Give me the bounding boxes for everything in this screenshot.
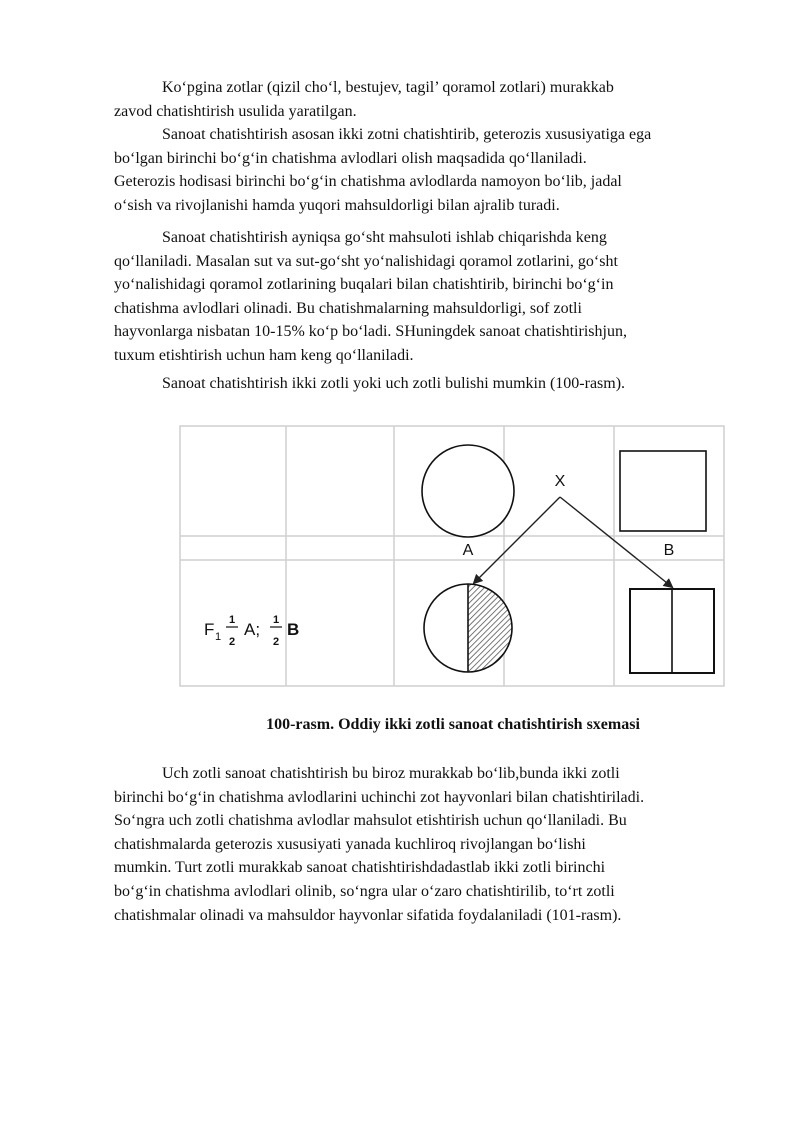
text-line: zavod chatishtirish usulida yaratilgan.	[114, 102, 357, 120]
paragraph-three-four-breed	[114, 762, 746, 927]
text-line: yo‘nalishidagi qoramol zotlarining buqalari bilan chatishtirib, birinchi bo‘g‘in	[114, 276, 614, 294]
text-line: mumkin. Turt zotli murakkab sanoat chatishtirishdadastlab ikki zotli birinchi	[114, 859, 606, 877]
f1-letter: F	[204, 620, 215, 639]
crossing-scheme-diagram	[178, 424, 726, 688]
fraction-numerator: 1	[228, 614, 236, 626]
text-line: o‘sish va rivojlanishi hamda yuqori mahsuldorligi bilan ajralib turadi.	[114, 196, 560, 214]
paragraph-meat-production	[114, 226, 746, 368]
cross-symbol: X	[554, 473, 566, 490]
text-line: So‘ngra uch zotli chatishma avlodlar mahsulot etishtirish uchun qo‘llaniladi. Bu	[114, 812, 627, 830]
text-line: Sanoat chatishtirish asosan ikki zotni chatishtirib, geterozis xususiyatiga ega	[162, 126, 652, 143]
offspring-split-square-icon	[630, 589, 714, 673]
text-line: Sanoat chatishtirish ayniqsa go‘sht mahsuloti ishlab chiqarishda keng	[162, 229, 607, 246]
label-a: A	[462, 542, 474, 559]
text-line: Sanoat chatishtirish ikki zotli yoki uch zotli bulishi mumkin (100-rasm).	[162, 375, 626, 392]
text-line: bo‘lgan birinchi bo‘g‘in chatishma avlodlari olish maqsadida qo‘llaniladi.	[114, 149, 587, 167]
paragraph-industrial-crossing	[114, 123, 746, 217]
paragraph-complex-breeding	[114, 76, 746, 123]
fraction-denominator: 2	[228, 636, 236, 648]
text-line: Geterozis hodisasi birinchi bo‘g‘in chatishma avlodlarda namoyon bo‘lib, jadal	[114, 173, 622, 191]
label-b: B	[663, 542, 675, 559]
crossing-scheme-figure	[178, 424, 726, 688]
text-line: chatishma avlodlari olinadi. Bu chatishmalarning mahsuldorligi, sof zotli	[114, 299, 582, 317]
text-line: Ko‘pgina zotlar (qizil cho‘l, bestujev, tagil’ qoramol zotlari) murakkab	[162, 79, 614, 96]
figure-caption: 100-rasm. Oddiy ikki zotli sanoat chatishtirish sxemasi	[266, 716, 640, 733]
offspring-b-text: B	[287, 620, 300, 639]
fraction-denominator: 2	[272, 636, 280, 648]
offspring-half-hatched-circle-icon	[424, 584, 512, 672]
text-line: hayvonlarga nisbatan 10-15% ko‘p bo‘ladi. SHuningdek sanoat chatishtirishjun,	[114, 323, 627, 341]
offspring-a-text: A;	[244, 620, 261, 639]
f1-formula	[204, 614, 299, 648]
text-line: birinchi bo‘g‘in chatishma avlodlarini uchinchi zot hayvonlari bilan chatishtiriladi.	[114, 788, 645, 806]
parent-a-circle-icon	[422, 445, 514, 537]
f1-subscript: 1	[215, 631, 222, 643]
text-line: tuxum etishtirish uchun ham keng qo‘llaniladi.	[114, 346, 414, 364]
paragraph-two-or-three-breed	[114, 372, 746, 396]
text-line: qo‘llaniladi. Masalan sut va sut-go‘sht yo‘nalishidagi qoramol zotlarini, go‘sht	[114, 252, 618, 270]
parent-b-square-icon	[620, 451, 706, 531]
text-line: bo‘g‘in chatishma avlodlari olinib, so‘ngra ular o‘zaro chatishtirilib, to‘rt zotli	[114, 882, 615, 900]
fraction-numerator: 1	[272, 614, 280, 626]
text-line: chatishmalar olinadi va mahsuldor hayvonlar sifatida foydalaniladi (101-rasm).	[114, 906, 622, 924]
text-line: Uch zotli sanoat chatishtirish bu biroz murakkab bo‘lib,bunda ikki zotli	[162, 765, 620, 782]
text-line: chatishmalarda geterozis xususiyati yanada kuchliroq rivojlangan bo‘lishi	[114, 835, 586, 853]
